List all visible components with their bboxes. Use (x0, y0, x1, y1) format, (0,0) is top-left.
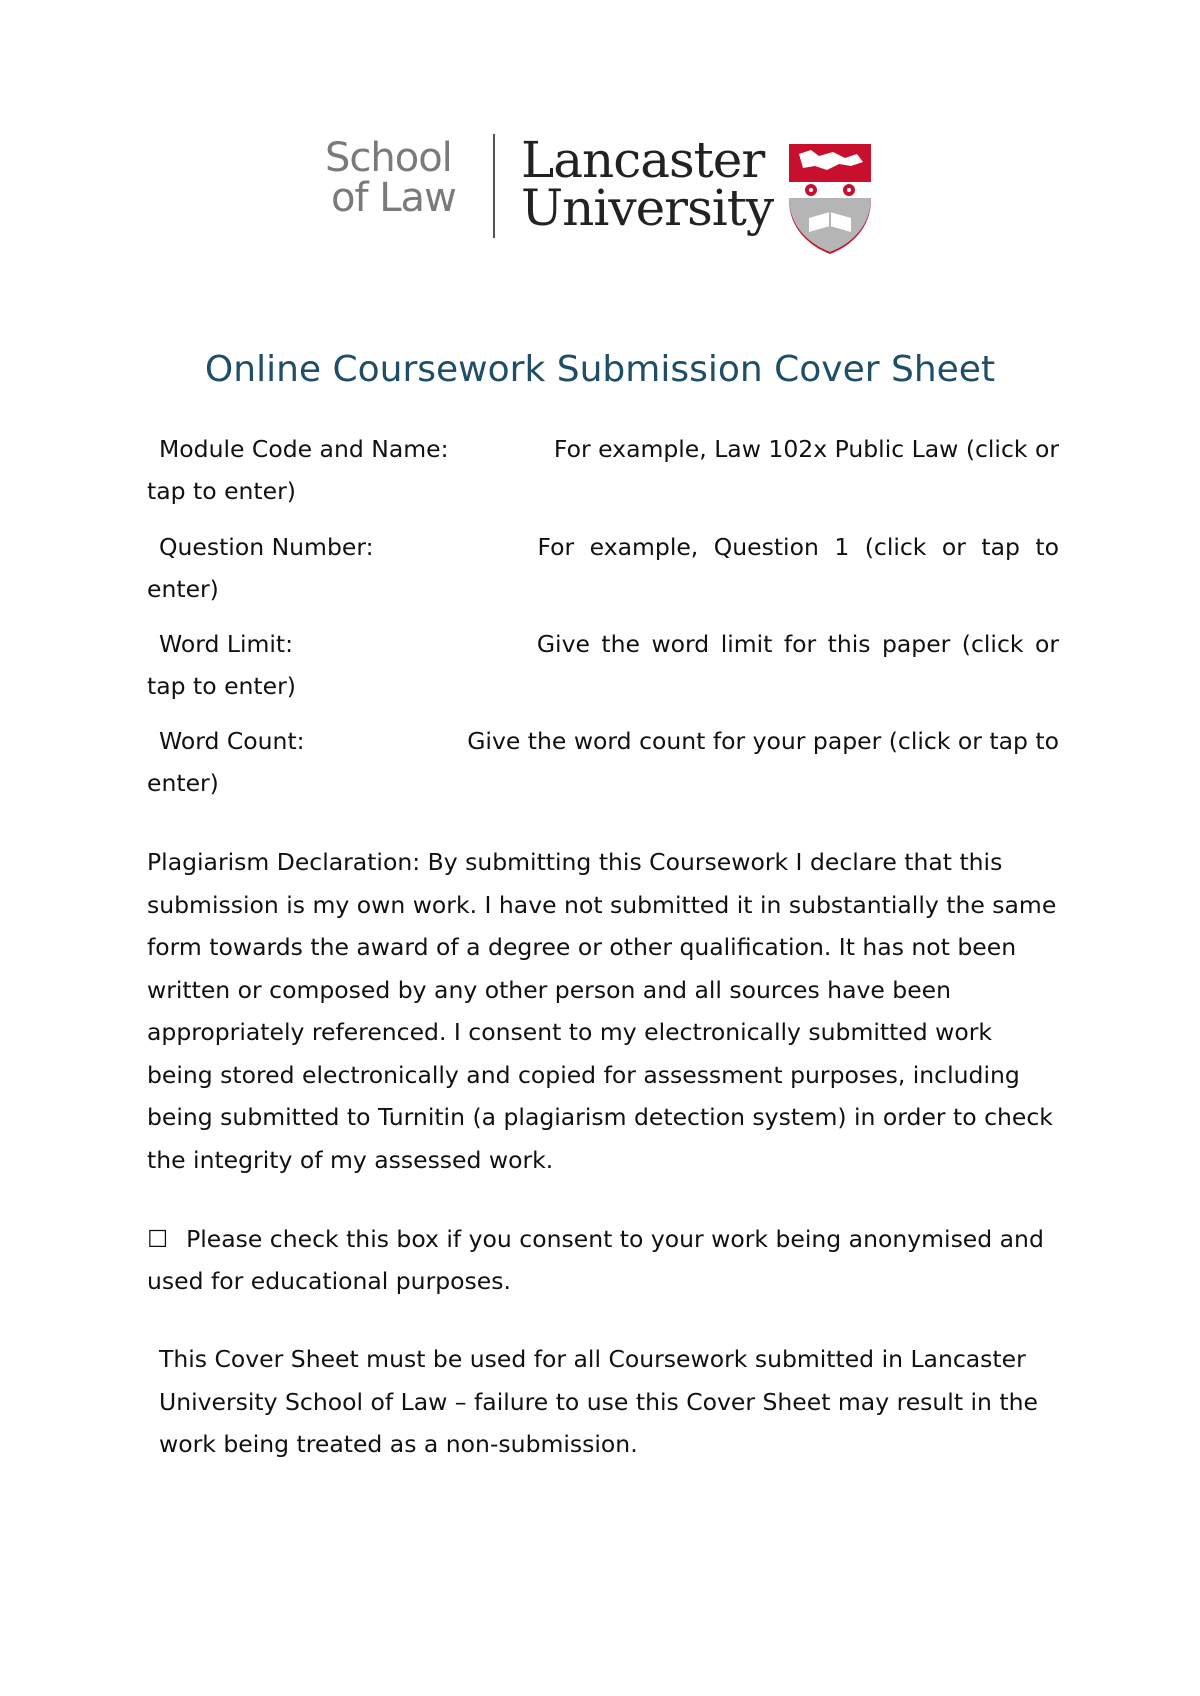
consent-statement (147, 1218, 1059, 1302)
logo-divider (493, 134, 495, 238)
page-title: Online Coursework Submission Cover Sheet (204, 349, 996, 390)
word-limit-value[interactable]: Give the word limit for this paper (click or (536, 630, 1059, 658)
word-limit-field[interactable] (147, 623, 1059, 707)
word-limit-value-cont[interactable]: tap to enter) (147, 672, 296, 700)
word-count-field[interactable] (147, 720, 1059, 804)
school-of-law-wordmark (325, 135, 456, 221)
lancaster-university-wordmark (521, 131, 774, 237)
school-line: School (325, 135, 452, 181)
module-code-value[interactable]: For example, Law 102x Public Law (click or (553, 435, 1059, 463)
module-code-value-cont[interactable]: tap to enter) (147, 477, 296, 505)
consent-checkbox[interactable]: ☐ (147, 1225, 169, 1253)
word-limit-label: Word Limit: (159, 630, 294, 658)
word-count-label: Word Count: (159, 727, 305, 755)
module-code-label: Module Code and Name: (159, 435, 449, 463)
logo (325, 128, 885, 258)
question-number-value[interactable]: For example, Question 1 (click or tap to (537, 533, 1059, 561)
university-line: University (521, 179, 774, 237)
question-number-label: Question Number: (159, 533, 374, 561)
question-number-field[interactable] (147, 526, 1059, 610)
question-number-value-cont[interactable]: enter) (147, 575, 219, 603)
module-code-field[interactable] (147, 428, 1059, 512)
consent-text: Please check this box if you consent to your work being anonymised and used for educational purposes. (147, 1225, 1044, 1295)
of-law-line: of Law (331, 175, 456, 221)
crest-icon (785, 140, 875, 256)
plagiarism-declaration: Plagiarism Declaration: By submitting this Coursework I declare that this submission is my own work. I have not submitted it in substantially the same form towards the award of a degree or other qualification. It has not been written or composed by any other person and all sources have been appropriately referenced. I consent to my electronically submitted work being stored electronically and copied for assessment purposes, including being submitted to Turnitin (a plagiarism detection system) in order to check the integrity of my assessed work. (147, 848, 1057, 1174)
word-count-value[interactable]: Give the word count for your paper (click or tap to (467, 727, 1059, 755)
lancaster-line: Lancaster (521, 131, 765, 189)
footer-note: This Cover Sheet must be used for all Coursework submitted in Lancaster University School of Law – failure to use this Cover Sheet may result in the work being treated as a non-submission. (159, 1345, 1038, 1458)
word-count-value-cont[interactable]: enter) (147, 769, 219, 797)
